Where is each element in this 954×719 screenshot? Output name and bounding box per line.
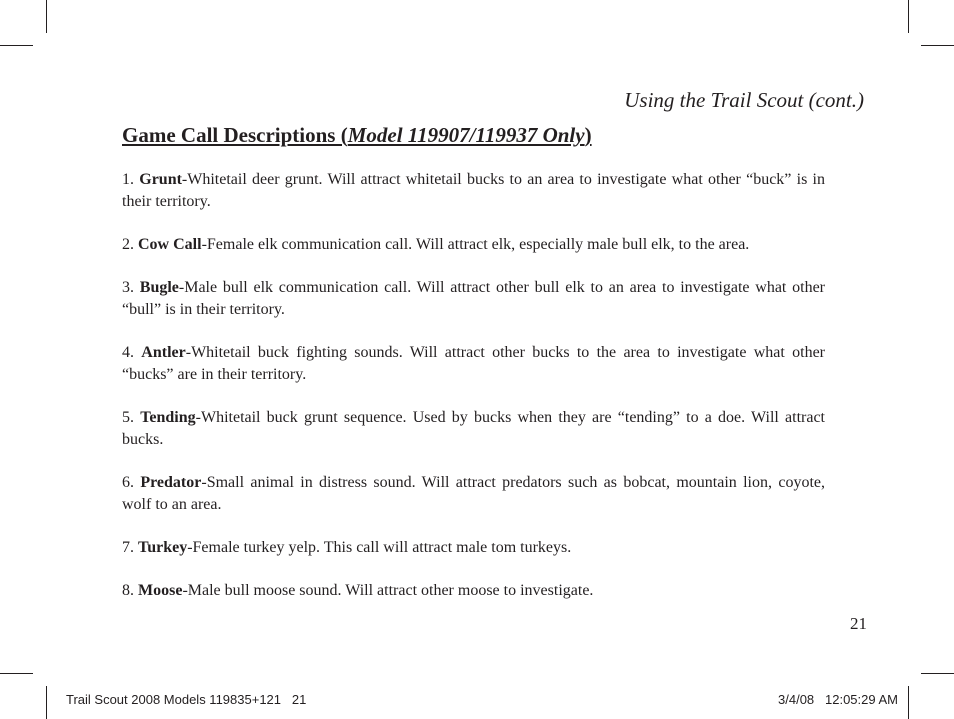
print-slug-filename: Trail Scout 2008 Models 119835+121 21 [66,692,307,707]
call-number: 1. [122,171,140,188]
game-call-item-bugle [122,277,825,321]
section-title-suffix: ) [584,123,592,147]
print-slug-timestamp: 3/4/08 12:05:29 AM [778,692,898,707]
section-title-prefix: Game Call Descriptions ( [122,123,348,147]
game-call-item-tending [122,407,825,451]
call-number: 4. [122,344,142,361]
crop-mark-top-right-horizontal [921,45,954,46]
call-description: -Whitetail buck fighting sounds. Will attract other bucks to the area to investigate what other “bucks” are in their territory. [122,344,825,383]
crop-mark-top-right-vertical [908,0,909,33]
game-call-item-grunt [122,169,825,213]
call-name: Bugle [139,279,179,296]
call-name: Predator [140,474,202,491]
section-title [122,123,592,148]
call-name: Grunt [139,171,182,188]
call-name: Tending [140,409,196,426]
crop-mark-bottom-left-vertical [46,686,47,719]
call-number: 3. [122,279,140,296]
call-description: -Male bull moose sound. Will attract other moose to investigate. [182,582,594,599]
running-header: Using the Trail Scout (cont.) [624,88,864,112]
section-title-model: Model 119907/119937 Only [347,123,585,147]
call-name: Moose [138,582,183,599]
game-call-item-moose [122,580,825,602]
game-call-item-cow-call [122,234,825,256]
call-description: -Female elk communication call. Will attract elk, especially male bull elk, to the area. [201,236,750,253]
crop-mark-top-left-vertical [46,0,47,33]
call-name: Antler [141,344,186,361]
call-description: -Whitetail deer grunt. Will attract whitetail bucks to an area to investigate what other “buck” is in their territory. [122,171,826,210]
game-call-item-turkey [122,537,825,559]
crop-mark-bottom-left-horizontal [0,673,33,674]
call-number: 5. [122,409,141,426]
call-number: 8. [122,582,138,599]
call-number: 2. [122,236,138,253]
call-number: 7. [122,539,138,556]
page-number: 21 [850,614,867,633]
call-description: -Male bull elk communication call. Will attract other bull elk to an area to investigate what other “bull” is in their territory. [122,279,826,318]
crop-mark-bottom-right-horizontal [921,673,954,674]
call-description: -Female turkey yelp. This call will attract male tom turkeys. [187,539,572,556]
call-name: Cow Call [138,236,202,253]
game-call-item-predator [122,472,825,516]
call-description: -Small animal in distress sound. Will attract predators such as bobcat, mountain lion, coyote, wolf to an area. [122,474,825,513]
call-name: Turkey [138,539,188,556]
game-call-item-antler [122,342,825,386]
crop-mark-top-left-horizontal [0,45,33,46]
crop-mark-bottom-right-vertical [908,686,909,719]
game-call-list [122,169,825,623]
call-description: -Whitetail buck grunt sequence. Used by bucks when they are “tending” to a doe. Will attract bucks. [122,409,825,448]
call-number: 6. [122,474,141,491]
